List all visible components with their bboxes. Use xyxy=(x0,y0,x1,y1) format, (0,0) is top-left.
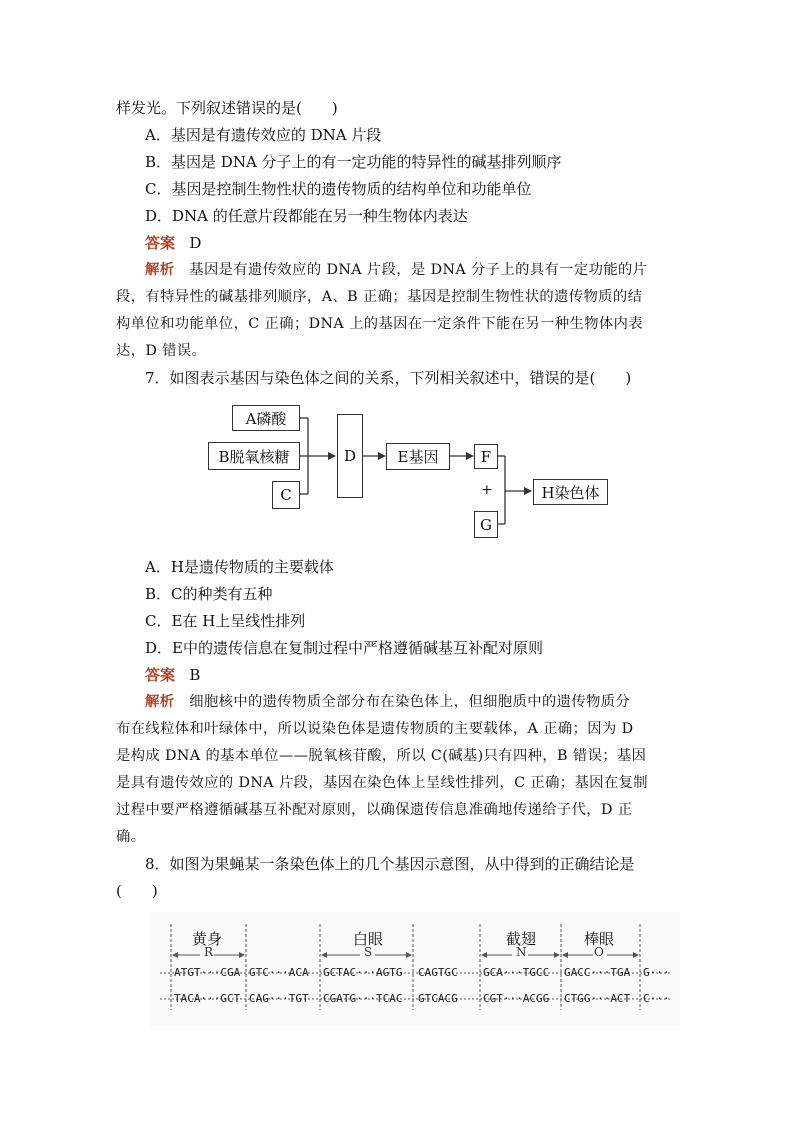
answer-label: 答案 xyxy=(145,234,176,252)
q6-analysis-line-1 xyxy=(145,260,647,280)
q7-option-c: C．E在 H上呈线性排列 xyxy=(145,612,306,630)
analysis-label: 解析 xyxy=(145,262,175,278)
q6-analysis-line-2: 段，有特异性的碱基排列顺序，A、B 正确；基因是控制生物性状的遗传物质的结 xyxy=(116,289,643,305)
top-strand-segment: GCTAC···AGTG xyxy=(323,966,403,979)
gene-name-yellow-body: 黄身 xyxy=(192,930,223,948)
q7-stem: 7．如图表示基因与染色体之间的关系，下列相关叙述中，错误的是( ) xyxy=(145,369,632,387)
q7-analysis-line-6: 确。 xyxy=(116,829,146,845)
q7-analysis-line-1 xyxy=(145,692,630,712)
q6-answer xyxy=(145,233,201,253)
q7-analysis-line-3: 是构成 DNA 的基本单位——脱氧核苷酸，所以 C(碱基)只有四种，B 错误；基因 xyxy=(116,748,647,764)
q6-option-c: C．基因是控制生物性状的遗传物质的结构单位和功能单位 xyxy=(145,180,532,198)
box-e-gene: E基因 xyxy=(386,443,450,470)
q8-stem-line-1: 8．如图为果蝇某一条染色体上的几个基因示意图，从中得到的正确结论是 xyxy=(145,855,635,873)
gene-symbol-o: O xyxy=(594,945,604,959)
box-g: G xyxy=(474,511,498,538)
top-strand-segment: GCA···TGCC xyxy=(483,966,550,979)
q6-analysis-line-4: 达，D 错误。 xyxy=(116,343,207,359)
box-c: C xyxy=(272,481,300,509)
q7-analysis-line-2: 布在线粒体和叶绿体中，所以说染色体是遗传物质的主要载体，A 正确；因为 D xyxy=(116,721,634,737)
box-f: F xyxy=(474,444,498,469)
q7-analysis-line-5: 过程中要严格遵循碱基互补配对原则，以确保遗传信息准确地传递给子代，D 正 xyxy=(116,802,633,818)
answer-value: B xyxy=(189,666,201,684)
bottom-strand-segment: CGATG···TCAC xyxy=(323,992,403,1005)
top-strand-segment: GTC···ACA xyxy=(249,966,309,979)
gene-symbol-s: S xyxy=(364,945,373,959)
bottom-strand-segment: CAG···TGT xyxy=(249,992,309,1005)
analysis-text: 基因是有遗传效应的 DNA 片段，是 DNA 分子上的具有一定功能的片 xyxy=(189,262,648,278)
q6-option-d: D．DNA 的任意片段都能在另一种生物体内表达 xyxy=(145,207,468,225)
q6-analysis-line-3: 构单位和功能单位，C 正确；DNA 上的基因在一定条件下能在另一种生物体内表 xyxy=(116,316,644,332)
gene-name-white-eye: 白眼 xyxy=(353,930,384,948)
top-strand-segment: CAGTGC xyxy=(418,966,458,979)
fruitfly-gene-diagram xyxy=(150,912,680,1030)
top-strand-segment: G··· xyxy=(643,966,670,979)
bottom-strand-segment: GTCACG xyxy=(418,992,458,1005)
box-d: D xyxy=(337,414,363,498)
gene-symbol-n: N xyxy=(516,945,527,959)
gene-name-bar-eye: 棒眼 xyxy=(584,930,615,948)
q6-stem-tail: 样发光。下列叙述错误的是( ) xyxy=(116,99,338,117)
plus-sign: + xyxy=(481,482,493,498)
q7-option-d: D．E中的遗传信息在复制过程中严格遵循碱基互补配对原则 xyxy=(145,639,543,657)
gene-symbol-r: R xyxy=(204,945,214,959)
q6-option-b: B．基因是 DNA 分子上的有一定功能的特异性的碱基排列顺序 xyxy=(145,153,562,171)
top-strand-segment: GACC···TGA xyxy=(564,966,631,979)
q7-analysis-line-4: 是具有遗传效应的 DNA 片段，基因在染色体上呈线性排列，C 正确；基因在复制 xyxy=(116,775,648,791)
answer-label: 答案 xyxy=(145,666,176,684)
q7-option-a: A．H是遗传物质的主要载体 xyxy=(145,558,334,576)
gene-chromosome-diagram xyxy=(200,398,630,548)
top-strand-segment: ATGT···CGA xyxy=(174,966,241,979)
box-a-phosphate: A磷酸 xyxy=(232,405,300,431)
q6-option-a: A．基因是有遗传效应的 DNA 片段 xyxy=(145,126,382,144)
gene-name-cut-wing: 截翅 xyxy=(506,930,537,948)
bottom-strand-segment: TACA···GCT xyxy=(174,992,241,1005)
box-h-chromosome: H染色体 xyxy=(533,479,608,505)
bottom-strand-segment: CGT···ACGG xyxy=(483,992,550,1005)
bottom-strand-segment: CTGG···ACT xyxy=(564,992,631,1005)
q8-stem-line-2: ( ) xyxy=(116,882,158,900)
answer-value: D xyxy=(189,234,202,252)
analysis-label: 解析 xyxy=(145,694,175,710)
q7-option-b: B．C的种类有五种 xyxy=(145,585,273,603)
analysis-text: 细胞核中的遗传物质全部分布在染色体上，但细胞质中的遗传物质分 xyxy=(189,694,631,710)
q7-answer xyxy=(145,665,200,685)
bottom-strand-segment: C··· xyxy=(643,992,670,1005)
box-b-deoxyribose: B脱氧核糖 xyxy=(208,442,300,470)
